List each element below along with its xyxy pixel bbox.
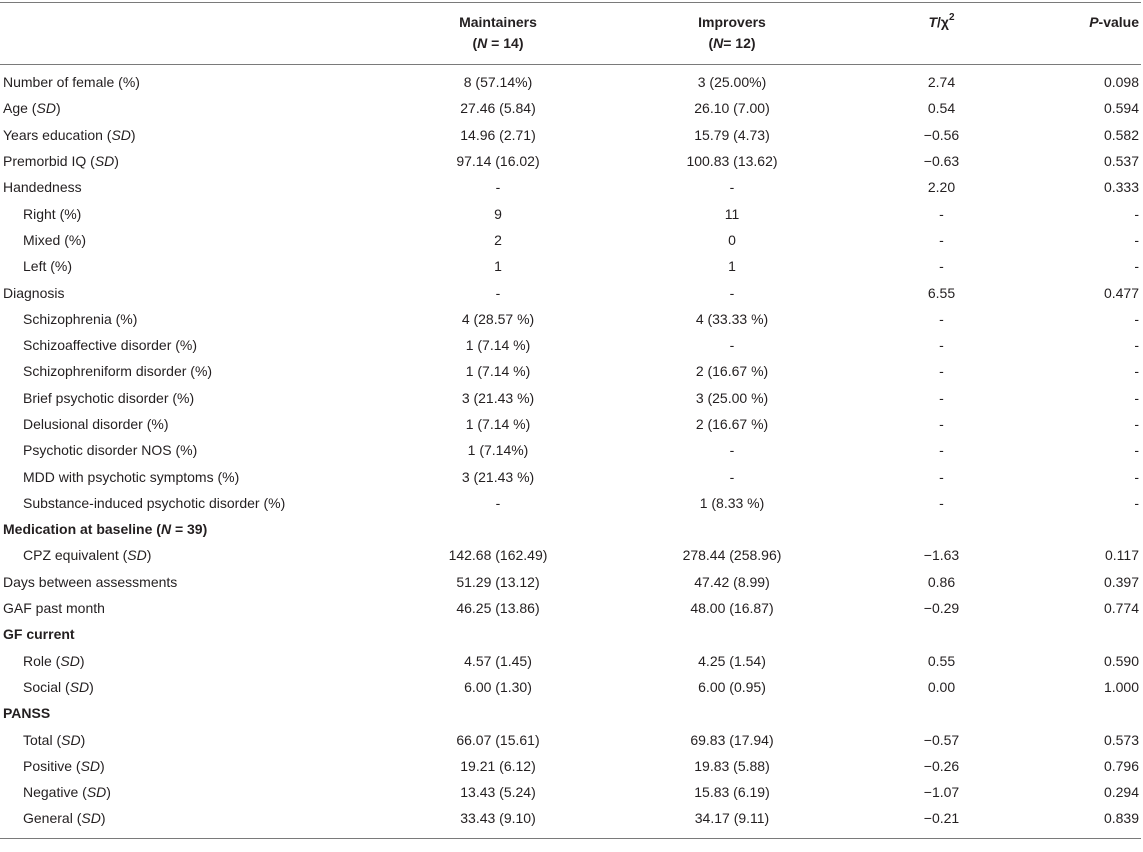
p-value: 0.774	[1103, 600, 1139, 617]
maintainers-value: 1 (7.14%)	[467, 442, 529, 459]
t-chi2-value: −1.07	[923, 784, 960, 801]
improvers-value: -	[729, 468, 735, 485]
maintainers-value: 13.43 (5.24)	[460, 784, 536, 801]
improvers-value	[615, 621, 849, 647]
row-label-text: Years education	[3, 126, 103, 143]
row-label-text: General	[23, 810, 73, 827]
row-label	[0, 437, 381, 463]
row-label	[0, 65, 381, 96]
row-label-text: Handedness	[3, 179, 82, 196]
improvers-value: 278.44 (258.96)	[682, 547, 782, 564]
row-label	[0, 200, 381, 226]
table-row	[0, 542, 1141, 568]
row-label	[0, 411, 381, 437]
table-row	[0, 253, 1141, 279]
p-value: -	[1134, 494, 1139, 511]
table-row	[0, 700, 1141, 726]
maintainers-value: 19.21 (6.12)	[460, 757, 536, 774]
row-label	[0, 358, 381, 384]
p-value: -	[1134, 363, 1139, 380]
t-chi2-value: -	[939, 205, 944, 222]
table-row	[0, 779, 1141, 805]
row-label-text: Delusional disorder (%)	[23, 416, 169, 432]
table-row	[0, 148, 1141, 174]
row-label-text: Brief psychotic disorder (%)	[23, 389, 195, 406]
row-label: Social (SD)	[23, 678, 94, 695]
improvers-value: 3 (25.00 %)	[695, 389, 769, 406]
p-value: -	[1134, 205, 1139, 222]
row-label-text: Left (%)	[23, 258, 73, 275]
table-row	[0, 805, 1141, 838]
row-label-n: N	[160, 521, 172, 538]
t-chi2-value: -	[939, 231, 944, 248]
maintainers-value: 4 (28.57 %)	[461, 310, 535, 327]
t-chi2-value: -	[939, 363, 944, 380]
row-label	[0, 279, 381, 305]
maintainers-value: 33.43 (9.10)	[381, 805, 615, 838]
p-value: 0.590	[1103, 652, 1139, 669]
p-value: 0.582	[1103, 126, 1139, 143]
row-label: CPZ equivalent (SD)	[23, 547, 152, 564]
p-value	[1004, 516, 1141, 542]
improvers-value: 15.83 (6.19)	[694, 784, 770, 801]
header-p-value: P-value	[1004, 3, 1141, 65]
row-label-text: Negative	[23, 784, 79, 801]
maintainers-value: 1 (7.14 %)	[465, 363, 531, 380]
header-improvers-label: Improvers	[698, 14, 766, 30]
t-chi2-value: −0.63	[923, 153, 960, 170]
maintainers-value: 14.96 (2.71)	[460, 126, 536, 143]
table-row	[0, 65, 1141, 96]
row-label-text: Positive	[23, 757, 73, 774]
improvers-value: 2 (16.67 %)	[695, 363, 769, 380]
table-row	[0, 122, 1141, 148]
table-row	[0, 595, 1141, 621]
row-label-sd: SD	[111, 126, 131, 143]
table-row	[0, 306, 1141, 332]
row-label-sd: SD	[127, 547, 147, 564]
row-label: General (SD)	[0, 805, 381, 838]
p-value: -	[1134, 442, 1139, 459]
row-label	[0, 253, 381, 279]
improvers-value: -	[729, 442, 735, 459]
row-label	[0, 595, 381, 621]
t-chi2-value: 2.20	[927, 179, 956, 196]
improvers-value: 48.00 (16.87)	[690, 600, 774, 617]
t-chi2-value: -	[939, 468, 944, 485]
table-row	[0, 569, 1141, 595]
maintainers-value: 46.25 (13.86)	[456, 600, 540, 617]
row-label-text: Role	[23, 652, 52, 669]
improvers-value: 1	[728, 258, 736, 275]
row-label-sd: SD	[86, 784, 107, 801]
improvers-value: -	[729, 179, 735, 196]
row-label	[0, 569, 381, 595]
table-row	[0, 279, 1141, 305]
improvers-value: 4 (33.33 %)	[695, 310, 769, 327]
improvers-value: 47.42 (8.99)	[694, 573, 770, 590]
table-row	[0, 174, 1141, 200]
p-value: -	[1134, 258, 1139, 275]
t-chi2-value: −0.26	[923, 757, 960, 774]
t-chi2-value: -	[939, 494, 944, 511]
p-value: -	[1134, 231, 1139, 248]
p-value: 0.573	[1103, 731, 1139, 748]
improvers-value	[615, 700, 849, 726]
table-row	[0, 95, 1141, 121]
table-row	[0, 332, 1141, 358]
table-header	[0, 3, 1141, 65]
p-value: 0.839	[1004, 805, 1141, 838]
p-value: 0.117	[1105, 547, 1139, 564]
table-row	[0, 621, 1141, 647]
maintainers-value: -	[495, 494, 501, 511]
t-chi2-value: −0.21	[849, 805, 1004, 838]
improvers-value: 3 (25.00%)	[697, 74, 767, 91]
row-label-text: Mixed (%)	[23, 231, 87, 248]
improvers-value: -	[729, 284, 735, 301]
row-label-text: MDD with psychotic symptoms (%)	[23, 468, 240, 485]
maintainers-value	[381, 700, 615, 726]
t-chi2-value	[849, 621, 1004, 647]
row-label-sd: SD	[69, 678, 90, 695]
row-label	[0, 700, 381, 726]
p-value: 0.537	[1103, 153, 1139, 170]
header-maintainers-label: Maintainers	[459, 14, 537, 30]
table-row	[0, 385, 1141, 411]
p-value: 1.000	[1103, 678, 1139, 695]
row-label-end: = 39)	[171, 521, 208, 538]
improvers-value: 34.17 (9.11)	[615, 805, 849, 838]
row-label-text: Right (%)	[23, 205, 82, 222]
table-row	[0, 648, 1141, 674]
row-label-text: CPZ equivalent	[23, 547, 119, 564]
t-chi2-value: -	[939, 416, 944, 432]
header-maintainers-n: (N = 14)	[472, 35, 524, 51]
table-body	[0, 65, 1141, 839]
table-row	[0, 753, 1141, 779]
row-label	[0, 332, 381, 358]
p-value: 0.294	[1103, 784, 1139, 801]
row-label-text: Diagnosis	[3, 284, 65, 301]
row-label-sd: SD	[61, 731, 81, 748]
row-label-sd: SD	[80, 757, 101, 774]
t-chi2-value: 2.74	[927, 74, 956, 91]
maintainers-value: 4.57 (1.45)	[464, 652, 532, 669]
row-label	[0, 463, 381, 489]
row-label: Age (SD)	[3, 100, 61, 117]
row-label: Positive (SD)	[23, 757, 105, 774]
improvers-value: 69.83 (17.94)	[690, 731, 774, 748]
p-value: -	[1134, 389, 1139, 406]
demographics-table	[0, 2, 1141, 839]
row-label-text: Days between assessments	[3, 573, 178, 590]
t-chi2-value: 0.55	[927, 652, 956, 669]
table-row	[0, 437, 1141, 463]
t-chi2-value: -	[939, 389, 944, 406]
row-label-text: Schizophrenia (%)	[23, 310, 138, 327]
maintainers-value: 1 (7.14 %)	[465, 416, 531, 432]
p-value: -	[1134, 310, 1139, 327]
maintainers-value: 3 (21.43 %)	[461, 468, 535, 485]
t-chi2-value: 0.00	[927, 678, 956, 695]
improvers-value: 6.00 (0.95)	[698, 678, 766, 695]
row-label-text: Total	[23, 731, 53, 748]
row-label: Negative (SD)	[23, 784, 111, 801]
header-improvers	[615, 3, 849, 65]
improvers-value: 26.10 (7.00)	[694, 100, 770, 117]
p-value: -	[1134, 468, 1139, 485]
improvers-value: 19.83 (5.88)	[694, 757, 770, 774]
row-label-text: Social	[23, 678, 62, 695]
p-value: 0.796	[1103, 757, 1139, 774]
row-label-text: Premorbid IQ	[3, 153, 87, 170]
row-label-text: Schizophreniform disorder (%)	[23, 363, 213, 380]
row-label: Total (SD)	[23, 731, 86, 748]
table-row	[0, 726, 1141, 752]
row-label-sd: SD	[81, 810, 101, 827]
t-chi2-value: 6.55	[927, 284, 956, 301]
p-value: 0.477	[1103, 284, 1139, 301]
maintainers-value: 2	[494, 231, 502, 248]
row-label: Role (SD)	[23, 652, 85, 669]
table-row	[0, 674, 1141, 700]
t-chi2-value: 0.86	[927, 573, 956, 590]
maintainers-value: 51.29 (13.12)	[456, 573, 540, 590]
p-value: 0.333	[1103, 179, 1139, 196]
t-chi2-value	[849, 516, 1004, 542]
maintainers-value: 1	[494, 258, 502, 275]
p-value: -	[1134, 416, 1139, 432]
p-value	[1004, 700, 1141, 726]
table-row	[0, 411, 1141, 437]
row-label	[0, 227, 381, 253]
row-label-text: Psychotic disorder NOS (%)	[23, 442, 198, 459]
row-label-text: Number of female (%)	[3, 74, 140, 91]
row-label-text: Age	[3, 100, 28, 117]
row-label-text: Schizoaffective disorder (%)	[23, 337, 198, 354]
t-chi2-value: −0.29	[923, 600, 960, 617]
row-label-sd: SD	[60, 652, 80, 669]
row-label-text: Substance-induced psychotic disorder (%)	[23, 494, 286, 511]
t-chi2-value: -	[939, 310, 944, 327]
row-label-sd: SD	[94, 153, 115, 170]
header-blank	[0, 3, 381, 65]
maintainers-value: 1 (7.14 %)	[465, 337, 531, 354]
table-row	[0, 516, 1141, 542]
table-row	[0, 490, 1141, 516]
maintainers-value: 9	[494, 205, 502, 222]
maintainers-value: 142.68 (162.49)	[448, 547, 548, 564]
t-chi2-value: −0.56	[923, 126, 960, 143]
t-chi2-value: −0.57	[923, 731, 960, 748]
row-label-text: GAF past month	[3, 600, 105, 617]
row-label	[0, 174, 381, 200]
improvers-value: 1 (8.33 %)	[699, 494, 765, 511]
header-maintainers	[381, 3, 615, 65]
maintainers-value: 8 (57.14%)	[463, 74, 533, 91]
p-value: -	[1134, 337, 1139, 354]
p-value: 0.594	[1103, 100, 1139, 117]
maintainers-value: -	[495, 284, 501, 301]
table-row	[0, 358, 1141, 384]
p-value: 0.397	[1103, 573, 1139, 590]
row-label	[0, 306, 381, 332]
maintainers-value: 66.07 (15.61)	[456, 731, 540, 748]
header-improvers-n: (N= 12)	[708, 35, 756, 51]
improvers-value	[615, 516, 849, 542]
p-value	[1004, 621, 1141, 647]
maintainers-value: -	[495, 179, 501, 196]
row-label	[0, 385, 381, 411]
row-label-text: GF current	[3, 626, 75, 643]
maintainers-value: 27.46 (5.84)	[460, 100, 536, 117]
improvers-value: 11	[724, 205, 740, 222]
maintainers-value: 97.14 (16.02)	[456, 153, 540, 170]
row-label-text: Medication at baseline (	[3, 521, 161, 538]
t-chi2-value	[849, 700, 1004, 726]
row-label: Years education (SD)	[3, 126, 136, 143]
t-chi2-value: −1.63	[923, 547, 960, 564]
t-chi2-value: -	[939, 337, 944, 354]
row-label	[0, 490, 381, 516]
maintainers-value	[381, 516, 615, 542]
maintainers-value: 3 (21.43 %)	[461, 389, 535, 406]
row-label: Premorbid IQ (SD)	[3, 153, 119, 170]
table-row	[0, 200, 1141, 226]
t-chi2-value: -	[939, 258, 944, 275]
improvers-value: -	[729, 337, 735, 354]
improvers-value: 0	[728, 231, 736, 248]
table-row	[0, 227, 1141, 253]
row-label-text: PANSS	[3, 705, 51, 722]
maintainers-value: 6.00 (1.30)	[464, 678, 532, 695]
improvers-value: 15.79 (4.73)	[694, 126, 770, 143]
row-label-sd: SD	[36, 100, 56, 117]
row-label	[0, 621, 381, 647]
row-label	[0, 516, 381, 542]
p-value: 0.098	[1103, 74, 1139, 91]
improvers-value: 100.83 (13.62)	[686, 153, 778, 170]
header-t-chi2: $T/\chi^2$	[849, 3, 1004, 65]
improvers-value: 4.25 (1.54)	[698, 652, 766, 669]
maintainers-value	[381, 621, 615, 647]
table-row	[0, 463, 1141, 489]
t-chi2-value: 0.54	[927, 100, 956, 117]
improvers-value: 2 (16.67 %)	[695, 416, 769, 432]
t-chi2-value: -	[939, 442, 944, 459]
